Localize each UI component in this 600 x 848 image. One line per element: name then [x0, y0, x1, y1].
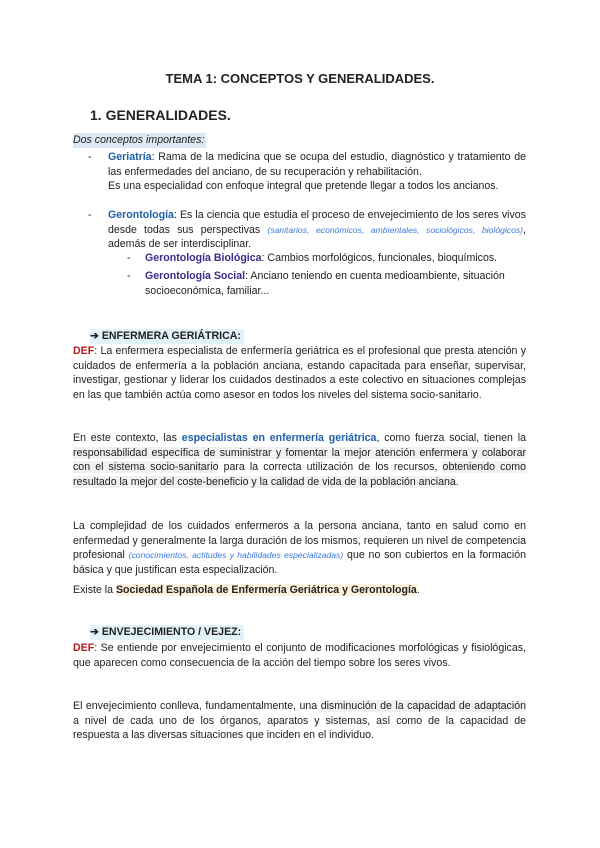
def-text: : Se entiende por envejecimiento el conjunto de modificaciones morfológicas y fisiológicas, que aparecen como consecuencia de la acción del tiempo sobre los seres vivos.	[73, 642, 526, 669]
bullet-dash: -	[88, 209, 92, 221]
def-text: : La enfermera especialista de enfermería geriátrica es el profesional que presta atención y cuidados de enfermería a la población anciana, estando capacitada para enseñar, supervisar, investigar, gestionar y liderar los cuidados destinados a este colectivo en situaciones complejas en las que también actúa como asesor en todos los niveles del sistema socio-sanitario.	[73, 345, 526, 401]
sub-text: : Anciano teniendo en cuenta medioambiente, situación socioeconómica, familiar...	[145, 270, 505, 297]
term-gerontologia: Gerontología	[108, 209, 174, 221]
term-geriatria: Geriatría	[108, 151, 152, 163]
heading-enfermera-geriatrica: ➔ ENFERMERA GERIÁTRICA:	[90, 329, 244, 344]
paragraph-complejidad	[73, 519, 526, 577]
sub-text: : Cambios morfológicos, funcionales, bioquímicos.	[261, 252, 498, 264]
sub-item-biologica	[127, 251, 526, 266]
text: para la correcta utilización de los recursos,	[218, 461, 443, 474]
term-especialistas: especialistas en enfermería geriátrica	[181, 432, 377, 444]
highlighted-text: disminución de la capacidad de adaptación	[320, 700, 526, 712]
text: El envejecimiento conlleva, fundamentalmente, una	[73, 700, 321, 712]
bullet-dash: -	[127, 270, 131, 282]
heading-envejecimiento: ➔ ENVEJECIMIENTO / VEJEZ:	[90, 625, 244, 640]
paragraph-especialistas	[73, 431, 526, 489]
definition-text: : Rama de la medicina que se ocupa del estudio, diagnóstico y tratamiento de las enfermedades del anciano, de su recuperación y rehabilitación.	[108, 151, 526, 178]
term-biologica: Gerontología Biológica	[145, 252, 262, 264]
note-competencias: (conocimientos, actitudes y habilidades especializadas)	[128, 550, 344, 561]
text: , como fuerza social, tienen la	[376, 432, 526, 444]
section-heading: 1. GENERALIDADES.	[90, 107, 231, 123]
def-label: DEF	[73, 345, 95, 357]
sub-item-social	[127, 269, 526, 298]
society-name: Sociedad Española de Enfermería Geriátrica y Gerontología	[115, 584, 417, 596]
highlighted-text: obteniendo como resultado la mejor del coste-beneficio y la calidad de vida de la población anciana	[73, 461, 526, 488]
text: .	[416, 584, 420, 596]
bullet-dash: -	[127, 252, 131, 264]
highlighted-text: responsabilidad específica de suministrar y fomentar la mejor atención enfermera y colaborar con el sistema socio-sanitario	[73, 446, 526, 474]
text: La complejidad de los cuidados enfermeros a la persona anciana, tanto en salud como en enfermedad y generalmente la larga duración de los mismos, requieren un nivel de competencia profesional	[73, 520, 526, 562]
term-social: Gerontología Social	[145, 270, 246, 282]
list-item-gerontologia	[88, 208, 526, 252]
paragraph-envejecimiento	[73, 699, 526, 743]
bullet-dash: -	[88, 151, 92, 163]
list-item-geriatria	[88, 150, 526, 194]
def-label: DEF	[73, 642, 95, 654]
text: .	[455, 475, 459, 488]
definition-text-2: Es una especialidad con enfoque integral que pretende llegar a todos los ancianos.	[108, 180, 499, 193]
note-perspectivas: (sanitarios, económicos, ambientales, sociológicos, biológicos)	[267, 224, 524, 235]
paragraph-def-envejecimiento	[73, 641, 526, 670]
paragraph-sociedad	[73, 583, 526, 598]
document-title: TEMA 1: CONCEPTOS Y GENERALIDADES.	[165, 71, 435, 86]
paragraph-def-enfermera	[73, 344, 526, 402]
text: En este contexto, las	[73, 432, 182, 444]
definition-text-2: , además de ser interdisciplinar.	[108, 223, 526, 251]
intro-label: Dos conceptos importantes:	[73, 134, 205, 146]
text: a nivel de cada uno de los órganos, aparatos y sistemas, así como de la capacidad de respuesta a las diversas situaciones que inciden en el individuo.	[73, 714, 526, 742]
definition-text: : Es la ciencia que estudia el proceso de envejecimiento de los seres vivos desde todas sus perspectivas	[108, 209, 526, 236]
text: que no son cubiertos en la formación básica y que justifican esta especialización.	[73, 549, 526, 576]
text: Existe la	[73, 584, 116, 596]
